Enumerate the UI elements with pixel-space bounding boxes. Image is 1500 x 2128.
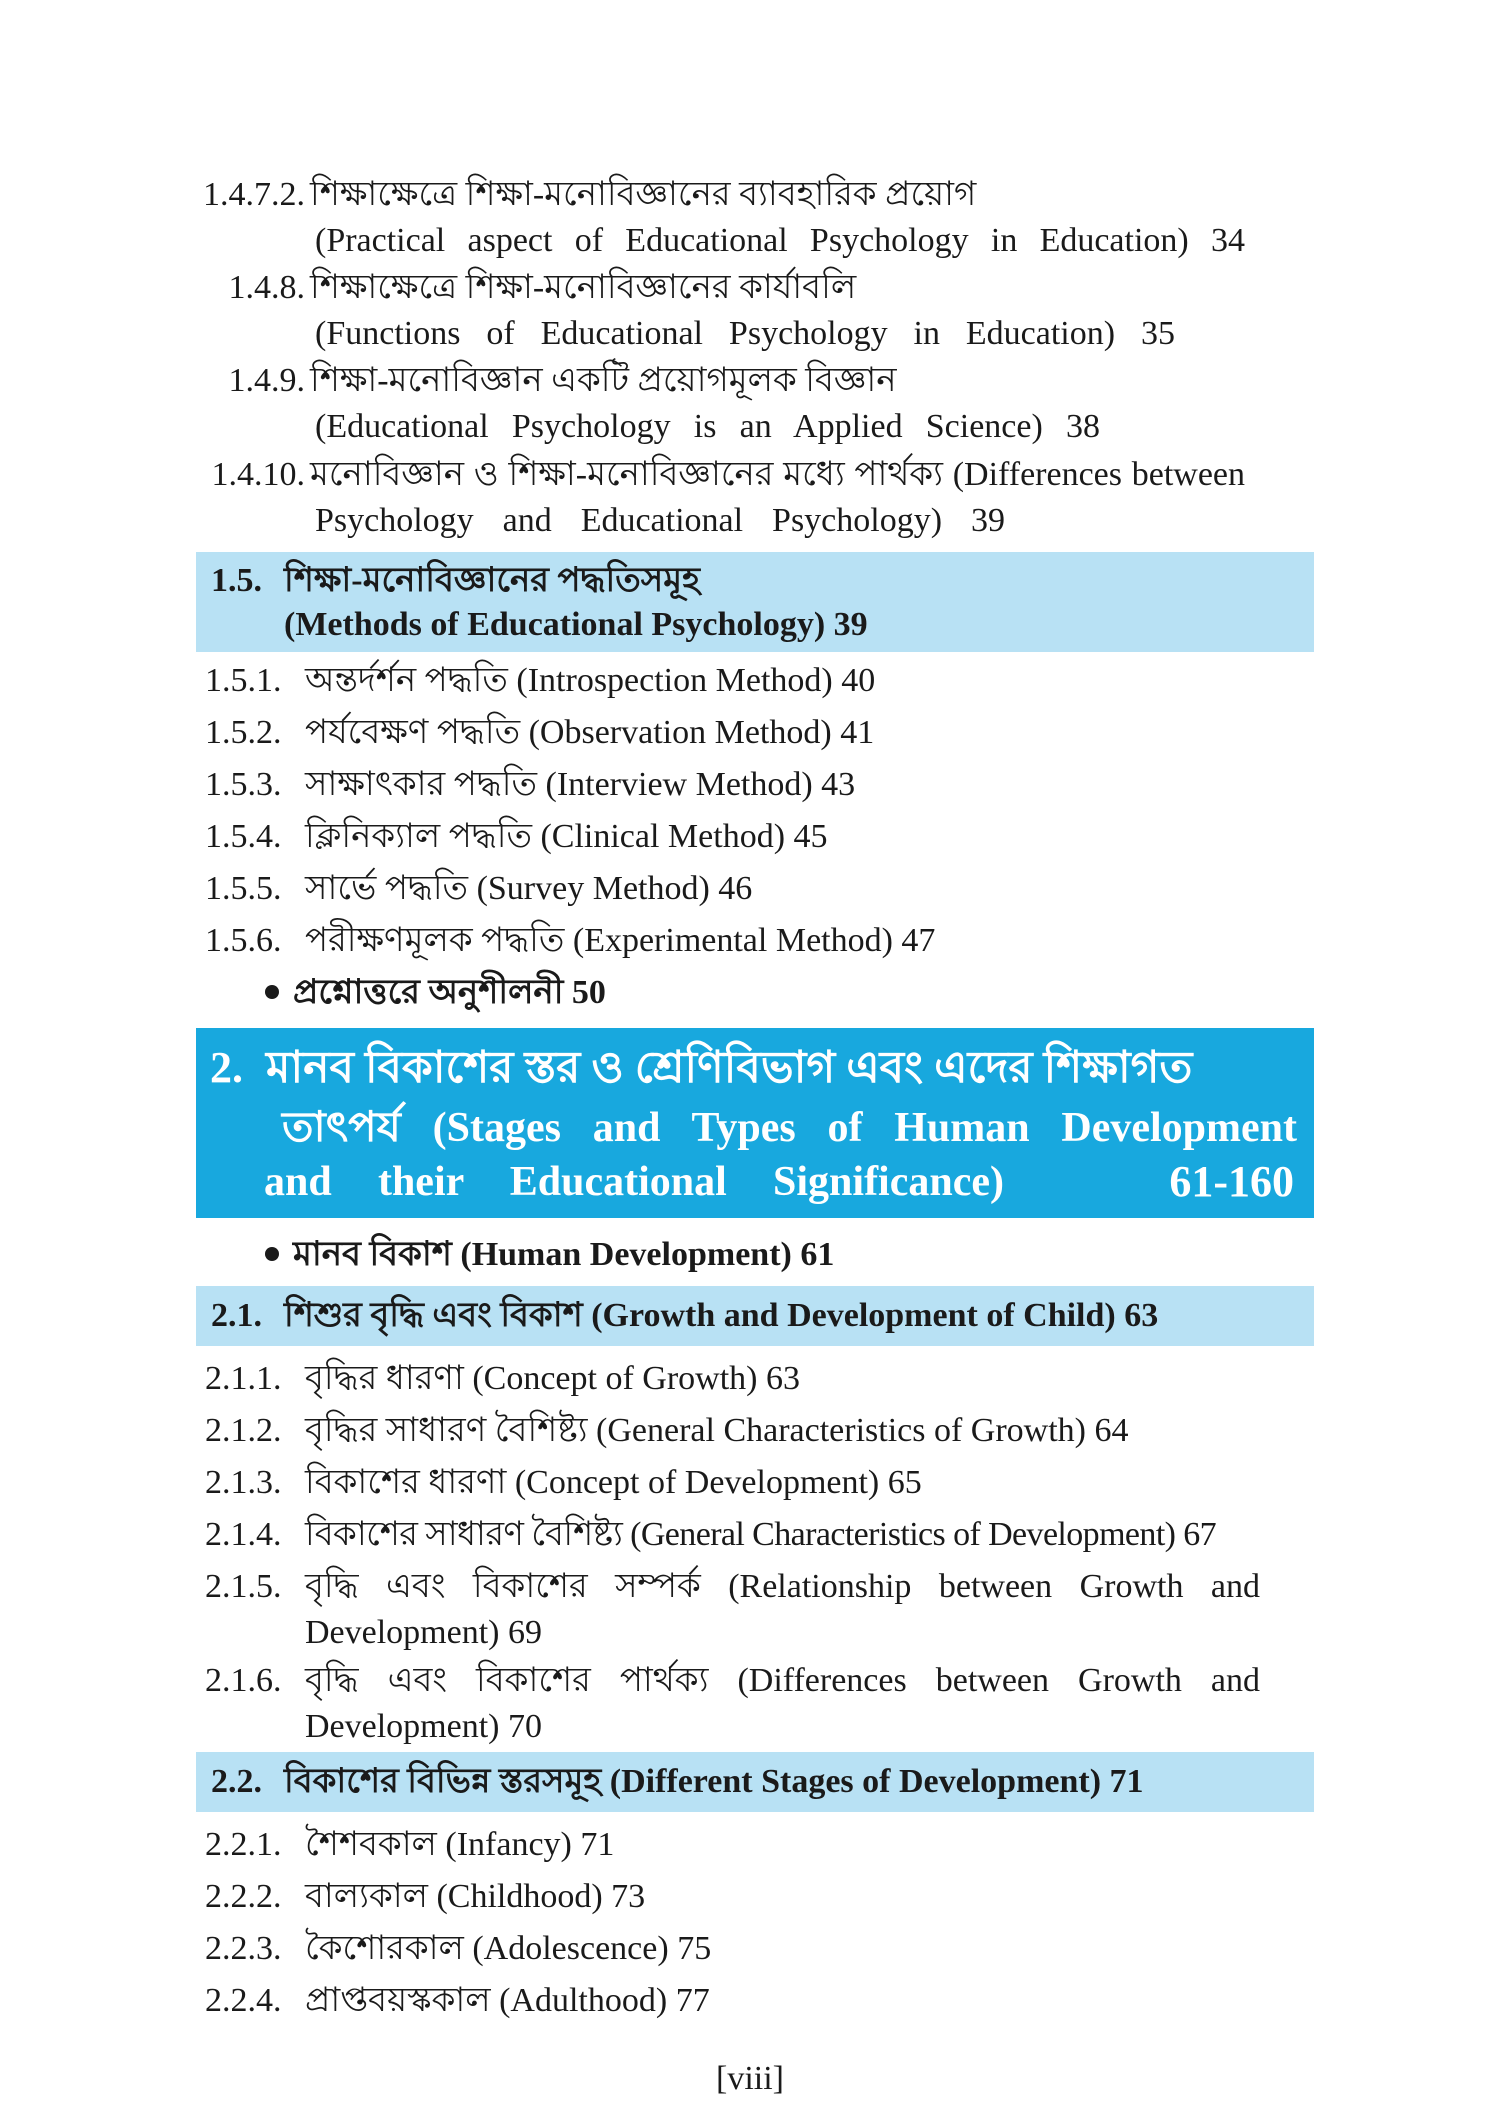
entry-title-bengali: শিক্ষাক্ষেত্রে শিক্ষা-মনোবিজ্ঞানের কার্যাবলি xyxy=(310,269,857,306)
entry-number: 1.5.4. xyxy=(205,818,282,855)
entry-title-bengali: শিক্ষা-মনোবিজ্ঞান একটি প্রয়োগমূলক বিজ্ঞান xyxy=(310,362,897,399)
chapter-number: 2. xyxy=(210,1043,243,1092)
entry-title-line1: মনোবিজ্ঞান ও শিক্ষা-মনোবিজ্ঞানের মধ্যে পার্থক্য (Differences between xyxy=(310,456,1245,493)
chapter-title-line1: মানব বিকাশের স্তর ও শ্রেণিবিভাগ এবং এদের শিক্ষাগত xyxy=(266,1043,1193,1092)
entry-title-english: (Educational Psychology is an Applied Science) 38 xyxy=(315,408,1100,445)
bullet-icon xyxy=(265,1247,279,1261)
entry-title-line2: Development) 69 xyxy=(305,1614,542,1651)
toc-entry xyxy=(205,1874,1265,1920)
bullet-icon xyxy=(265,985,279,999)
entry-title-line1: বৃদ্ধি এবং বিকাশের পার্থক্য (Differences between Growth and xyxy=(305,1662,1260,1699)
entry-title: বিকাশের ধারণা (Concept of Development) 65 xyxy=(305,1464,922,1501)
toc-entry xyxy=(205,1978,1265,2024)
toc-entry xyxy=(205,1564,1265,1656)
entry-title: বিকাশের সাধারণ বৈশিষ্ট্য (General Characteristics of Development) 67 xyxy=(305,1516,1217,1553)
entry-number: 2.2.3. xyxy=(205,1930,282,1967)
entry-title: ক্লিনিক্যাল পদ্ধতি (Clinical Method) 45 xyxy=(305,818,828,855)
chapter-title-line3: and their Educational Significance) xyxy=(264,1159,1004,1205)
entry-title-line2: Psychology and Educational Psychology) 39 xyxy=(315,502,1005,539)
entry-number: 1.5.3. xyxy=(205,766,282,803)
chapter-title-line2: তাৎপর্য (Stages and Types of Human Development xyxy=(282,1105,1297,1151)
entry-title-bengali: শিক্ষাক্ষেত্রে শিক্ষা-মনোবিজ্ঞানের ব্যাবহারিক প্রয়োগ xyxy=(310,176,977,213)
section-title: শিশুর বৃদ্ধি এবং বিকাশ (Growth and Development of Child) 63 xyxy=(284,1297,1159,1334)
toc-entry xyxy=(205,1926,1265,1972)
entry-number: 2.2.1. xyxy=(205,1826,282,1863)
entry-title: বৃদ্ধির সাধারণ বৈশিষ্ট্য (General Characteristics of Growth) 64 xyxy=(305,1412,1129,1449)
entry-title: সার্ভে পদ্ধতি (Survey Method) 46 xyxy=(305,870,753,907)
entry-number: 2.1.4. xyxy=(205,1516,282,1553)
toc-entry xyxy=(205,918,1265,964)
entry-title: প্রাপ্তবয়স্ককাল (Adulthood) 77 xyxy=(305,1982,710,2019)
section-number: 1.5. xyxy=(211,562,262,599)
toc-entry xyxy=(205,866,1265,912)
entry-number: 1.4.9. xyxy=(228,362,305,399)
subtopic-bullet xyxy=(265,1232,834,1278)
toc-entry xyxy=(205,1408,1265,1454)
entry-title: পরীক্ষণমূলক পদ্ধতি (Experimental Method) 47 xyxy=(305,922,936,959)
entry-title: বৃদ্ধির ধারণা (Concept of Growth) 63 xyxy=(305,1360,800,1397)
section-title-english: (Methods of Educational Psychology) 39 xyxy=(284,606,868,643)
entry-number: 2.1.3. xyxy=(205,1464,282,1501)
section-title: বিকাশের বিভিন্ন স্তরসমূহ (Different Stages of Development) 71 xyxy=(284,1763,1144,1800)
section-heading-band xyxy=(196,1752,1314,1812)
chapter-page-range: 61-160 xyxy=(1169,1157,1294,1206)
entry-number: 2.1.5. xyxy=(205,1568,282,1605)
bullet-text: মানব বিকাশ (Human Development) 61 xyxy=(293,1236,835,1273)
entry-title-english: (Practical aspect of Educational Psychology in Education) 34 xyxy=(315,222,1245,259)
entry-title: কৈশোরকাল (Adolescence) 75 xyxy=(305,1930,712,1967)
entry-title-line1: বৃদ্ধি এবং বিকাশের সম্পর্ক (Relationship between Growth and xyxy=(305,1568,1260,1605)
entry-number: 1.5.1. xyxy=(205,662,282,699)
entry-title: বাল্যকাল (Childhood) 73 xyxy=(305,1878,646,1915)
section-heading-band xyxy=(196,1286,1314,1346)
bullet-text: প্রশ্নোত্তরে অনুশীলনী 50 xyxy=(293,974,606,1011)
section-heading-band xyxy=(196,552,1314,652)
section-number: 2.2. xyxy=(211,1763,262,1800)
toc-entry xyxy=(190,452,1250,544)
entry-number: 1.5.2. xyxy=(205,714,282,751)
entry-title: শৈশবকাল (Infancy) 71 xyxy=(305,1826,615,1863)
entry-title-english: (Functions of Educational Psychology in Education) 35 xyxy=(315,315,1175,352)
entry-number: 1.4.7.2. xyxy=(203,176,305,213)
entry-number: 2.2.2. xyxy=(205,1878,282,1915)
toc-entry xyxy=(205,1822,1265,1868)
entry-number: 2.1.1. xyxy=(205,1360,282,1397)
toc-entry xyxy=(205,1356,1265,1402)
toc-entry xyxy=(205,1512,1265,1558)
entry-title: পর্যবেক্ষণ পদ্ধতি (Observation Method) 41 xyxy=(305,714,875,751)
entry-number: 2.1.2. xyxy=(205,1412,282,1449)
entry-number: 1.5.6. xyxy=(205,922,282,959)
toc-entry xyxy=(205,1460,1265,1506)
entry-number: 1.4.8. xyxy=(228,269,305,306)
toc-entry xyxy=(190,358,1250,450)
entry-number: 1.5.5. xyxy=(205,870,282,907)
entry-number: 2.1.6. xyxy=(205,1662,282,1699)
entry-title-line2: Development) 70 xyxy=(305,1708,542,1745)
toc-entry xyxy=(190,265,1250,357)
entry-number: 2.2.4. xyxy=(205,1982,282,2019)
toc-entry xyxy=(205,814,1265,860)
chapter-heading-band xyxy=(196,1028,1314,1218)
entry-number: 1.4.10. xyxy=(211,456,305,493)
toc-entry xyxy=(205,658,1265,704)
section-number: 2.1. xyxy=(211,1297,262,1334)
toc-entry xyxy=(205,710,1265,756)
page-number: [viii] xyxy=(716,2060,784,2097)
toc-entry xyxy=(205,1658,1265,1750)
exercise-bullet xyxy=(265,970,606,1016)
section-title-bengali: শিক্ষা-মনোবিজ্ঞানের পদ্ধতিসমূহ xyxy=(284,562,700,599)
toc-entry xyxy=(205,762,1265,808)
entry-title: সাক্ষাৎকার পদ্ধতি (Interview Method) 43 xyxy=(305,766,856,803)
toc-entry xyxy=(190,172,1250,264)
entry-title: অন্তর্দর্শন পদ্ধতি (Introspection Method) 40 xyxy=(305,662,876,699)
